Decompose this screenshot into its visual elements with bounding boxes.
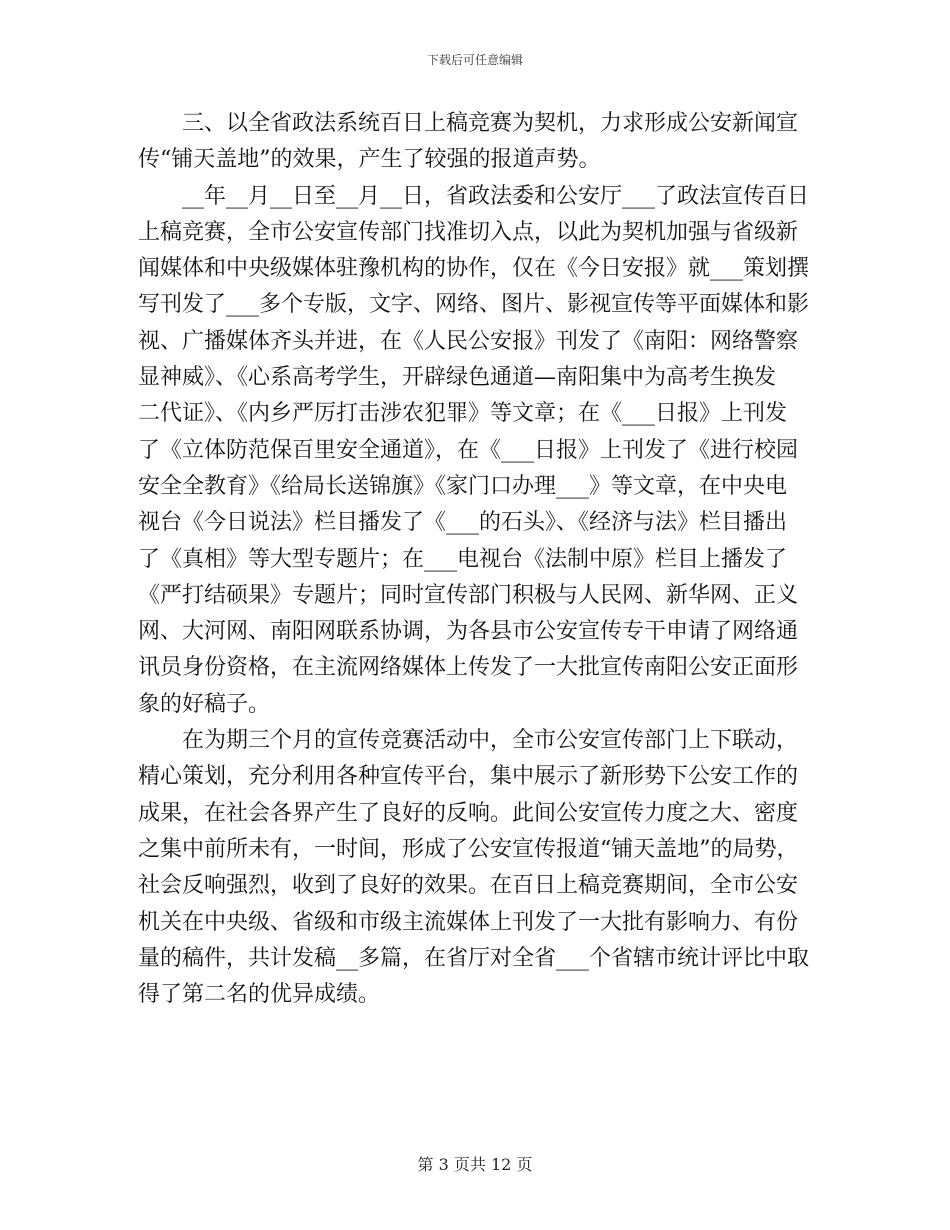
text-line: 了《真相》等大型专题片；在___电视台《法制中原》栏目上播发了 [138, 546, 788, 572]
text-line: 三、以全省政法系统百日上稿竞赛为契机，力求形成公安新闻宣 [182, 111, 799, 136]
text-line: 社会反响强烈，收到了良好的效果。在百日上稿竞赛期间，全市公安 [138, 873, 799, 899]
text-line: 视台《今日说法》栏目播发了《___的石头》、《经济与法》栏目播出 [138, 510, 788, 536]
text-line: 量的稿件，共计发稿__多篇，在省厅对全省___个省辖市统计评比中取 [138, 945, 810, 971]
text-line: 传“铺天盖地”的效果，产生了较强的报道声势。 [138, 147, 601, 173]
text-line: 上稿竞赛，全市公安宣传部门找准切入点，以此为契机加强与省级新 [138, 219, 799, 245]
text-line: 显神威》、《心系高考学生，开辟绿色通道—南阳集中为高考生换发 [138, 365, 777, 391]
text-line: 视、广播媒体齐头并进，在《人民公安报》刊发了《南阳：网络警察 [138, 328, 799, 354]
text-line: __年__月__日至__月__日，省政法委和公安厅___了政法宣传百日 [182, 183, 810, 209]
text-line: 讯员身份资格，在主流网络媒体上传发了一大批宣传南阳公安正面形 [138, 655, 799, 681]
page-footer: 第 3 页共 12 页 [417, 1155, 533, 1174]
text-line: 写刊发了___多个专版，文字、网络、图片、影视宣传等平面媒体和影 [138, 292, 810, 318]
text-line: 网、大河网、南阳网联系协调，为各县市公安宣传专干申请了网络通 [138, 619, 799, 645]
text-line: 闻媒体和中央级媒体驻豫机构的协作，仅在《今日安报》就___策划撰 [138, 256, 810, 282]
text-line: 象的好稿子。 [138, 691, 271, 717]
text-line: 得了第二名的优异成绩。 [138, 982, 381, 1008]
paragraph-2 [138, 179, 814, 723]
text-line: 之集中前所未有，一时间，形成了公安宣传报道“铺天盖地”的局势， [138, 836, 799, 862]
text-line: 成果，在社会各界产生了良好的反响。此间公安宣传力度之大、密度 [138, 800, 799, 826]
text-line: 在为期三个月的宣传竞赛活动中，全市公安宣传部门上下联动， [182, 728, 799, 754]
text-line: 了《立体防范保百里安全通道》，在《___日报》上刊发了《进行校园 [138, 437, 799, 463]
text-line: 安全全教育》《给局长送锦旗》《家门口办理___》等文章，在中央电 [138, 473, 788, 499]
text-line: 《严打结硕果》专题片；同时宣传部门积极与人民网、新华网、正义 [138, 582, 799, 608]
text-line: 机关在中央级、省级和市级主流媒体上刊发了一大批有影响力、有份 [138, 909, 799, 935]
text-line: 二代证》、《内乡严厉打击涉农犯罪》等文章；在《___日报》上刊发 [138, 401, 788, 427]
page-header: 下载后可任意编辑 [426, 53, 523, 67]
text-line: 精心策划，充分利用各种宣传平台，集中展示了新形势下公安工作的 [138, 764, 799, 790]
document-body [138, 106, 814, 1013]
paragraph-3 [138, 723, 814, 1013]
paragraph-1 [138, 106, 814, 179]
